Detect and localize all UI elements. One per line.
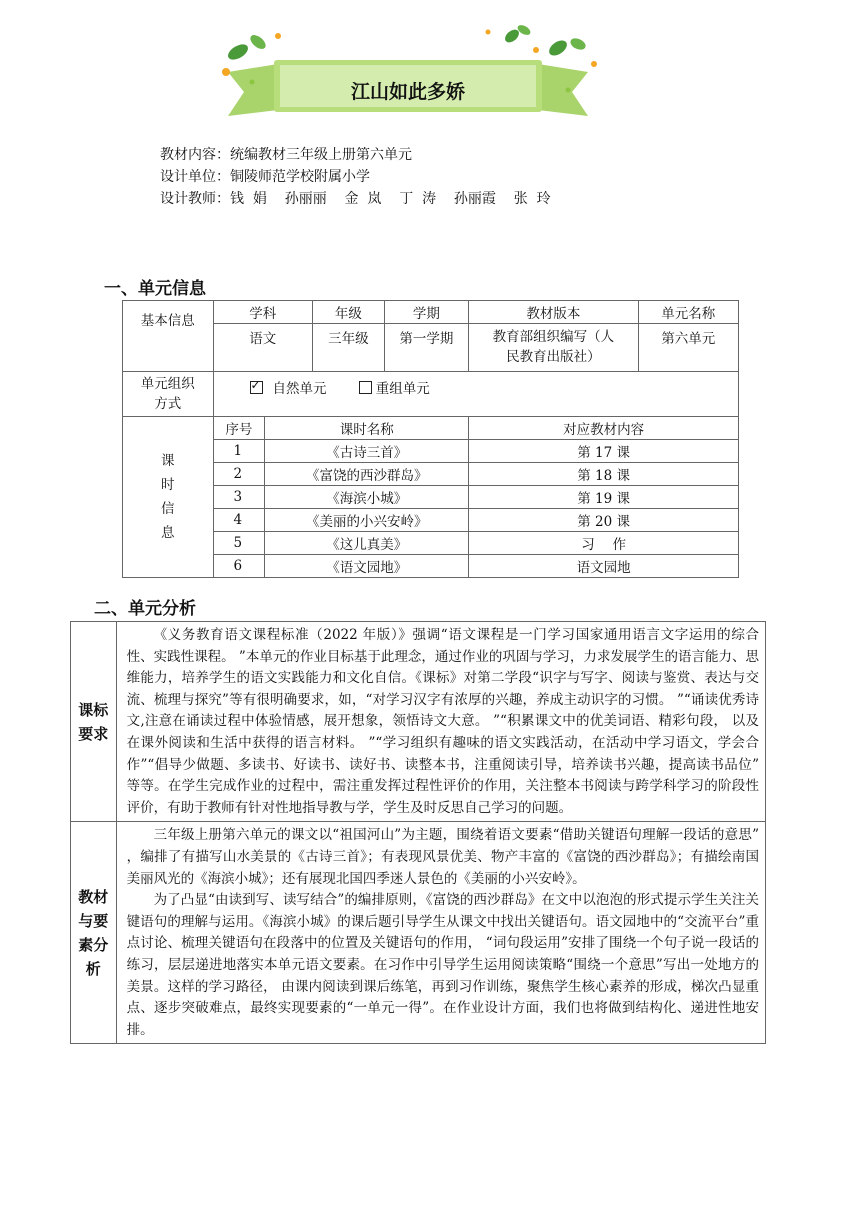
- meta-teachers: 设计教师：钱 娟 孙丽丽 金 岚 丁 涛 孙丽霞 张 玲: [160, 191, 551, 207]
- lesson-row: [123, 463, 739, 486]
- natural-unit-option[interactable]: [250, 381, 327, 397]
- curriculum-paragraph: 《义务教育语文课程标准（2022 年版）》强调“语文课程是一门学习国家通用语言文字运用的综合性、实践性课程。 ”本单元的作业目标基于此理念，通过作业的巩固与学习，力求发展学生的语言能力、思维能力，培养学生的语文实践能力和文化自信。《课标》对第二学段“识字与写字、阅读与鉴赏、表达与交流、梳理与探究”等有很明确要求，如，“对学习汉字有浓厚的兴趣，养成主动识字的习惯。 ”“诵读优秀诗文,注意在诵读过程中体验情感，展开想象，领悟诗文大意。 ”“积累课文中的优美词语、精彩句段， 以及在课外阅读和生活中获得的语言材料。 ”“学习组织有趣味的语文实践活动，在活动中学习语文，学会合作”“倡导少做题、多读书、好读书、读好书、读整本书，注重阅读引导，培养读书兴趣，提高读书品位” 等等。在学生完成作业的过程中，需注重发挥过程性评价的作用，关注整本书阅读与跨学科学习的阶段性评价，有助于教师有针对性地指导教与学，学生及时反思自己学习的问题。: [126, 627, 759, 816]
- lesson-content: 语文园地: [469, 555, 739, 578]
- lesson-content: 第 20 课: [469, 509, 739, 532]
- value-term: 第一学期: [384, 324, 469, 372]
- lesson-row: [123, 555, 739, 578]
- lesson-header-content: 对应教材内容: [469, 417, 739, 440]
- lesson-info-label: 课时信息: [123, 417, 214, 578]
- value-edition: 教育部组织编写（人民教育出版社）: [469, 324, 638, 372]
- lesson-row: [123, 440, 739, 463]
- lesson-header-name: 课时名称: [265, 417, 469, 440]
- header-subject: 学科: [213, 301, 313, 324]
- section1-title: 一、单元信息: [104, 279, 206, 299]
- lesson-name: 《美丽的小兴安岭》: [265, 509, 469, 532]
- natural-unit-label: 自然单元: [272, 381, 327, 397]
- banner-title: 江山如此多娇: [350, 81, 465, 103]
- textbook-analysis-label: 教材与要素分析: [71, 822, 117, 1044]
- checkbox-unchecked-icon[interactable]: [359, 381, 372, 394]
- lesson-no: 3: [213, 486, 265, 509]
- org-label: 单元组织方式: [123, 372, 214, 417]
- lesson-row: [123, 486, 739, 509]
- value-unit-name: 第六单元: [638, 324, 738, 372]
- lesson-content: 习 作: [469, 532, 739, 555]
- lesson-name: 《古诗三首》: [265, 440, 469, 463]
- header-unit-name: 单元名称: [638, 301, 738, 324]
- textbook-analysis-text: [116, 822, 765, 1044]
- lesson-header-no: 序号: [213, 417, 265, 440]
- lesson-name: 《这儿真美》: [265, 532, 469, 555]
- lesson-no: 4: [213, 509, 265, 532]
- lesson-row: [123, 509, 739, 532]
- header-edition: 教材版本: [469, 301, 638, 324]
- meta-unit: 设计单位：铜陵师范学校附属小学: [160, 169, 370, 185]
- value-subject: 语文: [213, 324, 313, 372]
- lesson-content: 第 17 课: [469, 440, 739, 463]
- curriculum-text: [116, 622, 765, 822]
- section2-title: 二、单元分析: [94, 599, 196, 619]
- title-banner: [218, 20, 598, 118]
- regroup-unit-option[interactable]: [359, 381, 430, 397]
- lesson-no: 5: [213, 532, 265, 555]
- lesson-row: [123, 532, 739, 555]
- value-grade: 三年级: [313, 324, 385, 372]
- lesson-name: 《语文园地》: [265, 555, 469, 578]
- meta-content: 教材内容：统编教材三年级上册第六单元: [160, 147, 412, 163]
- lesson-no: 1: [213, 440, 265, 463]
- basic-info-label: 基本信息: [123, 301, 214, 372]
- lesson-name: 《海滨小城》: [265, 486, 469, 509]
- curriculum-label: 课标要求: [71, 622, 117, 822]
- analysis-paragraph-2: 为了凸显“由读到写、读写结合”的编排原则，《富饶的西沙群岛》在文中以泡泡的形式提示学生关注关键语句的理解与运用。《海滨小城》的课后题引导学生从课文中找出关键语句。语文园地中的“交流平台”重点讨论、梳理关键语句在段落中的位置及关键语句的作用， “词句段运用”安排了围绕一个句子说一段话的练习，层层递进地落实本单元语文要素。在习作中引导学生运用阅读策略“围绕一个意思”写出一处地方的美景。这样的学习路径， 由课内阅读到课后练笔，再到习作训练，聚焦学生核心素养的形成，梯次凸显重点、逐步突破难点，最终实现要素的“一单元一得”。在作业设计方面，我们也将做到结构化、递进性地安排。: [126, 892, 759, 1038]
- org-options: [213, 372, 739, 417]
- lesson-no: 2: [213, 463, 265, 486]
- lesson-name: 《富饶的西沙群岛》: [265, 463, 469, 486]
- header-grade: 年级: [313, 301, 385, 324]
- meta-info: [160, 144, 551, 210]
- regroup-unit-label: 重组单元: [375, 381, 430, 397]
- analysis-paragraph-1: 三年级上册第六单元的课文以“祖国河山”为主题，围绕着语文要素“借助关键语句理解一段话的意思” ，编排了有描写山水美景的《古诗三首》；有表现风景优美、物产丰富的《富饶的西沙群岛》；有描绘南国美丽风光的《海滨小城》；还有展现北国四季迷人景色的《美丽的小兴安岭》。: [126, 827, 759, 887]
- header-term: 学期: [384, 301, 469, 324]
- lesson-content: 第 18 课: [469, 463, 739, 486]
- lesson-content: 第 19 课: [469, 486, 739, 509]
- unit-analysis-table: [70, 621, 766, 1044]
- lesson-no: 6: [213, 555, 265, 578]
- unit-info-table: [122, 300, 739, 578]
- checkbox-checked-icon[interactable]: [250, 381, 263, 394]
